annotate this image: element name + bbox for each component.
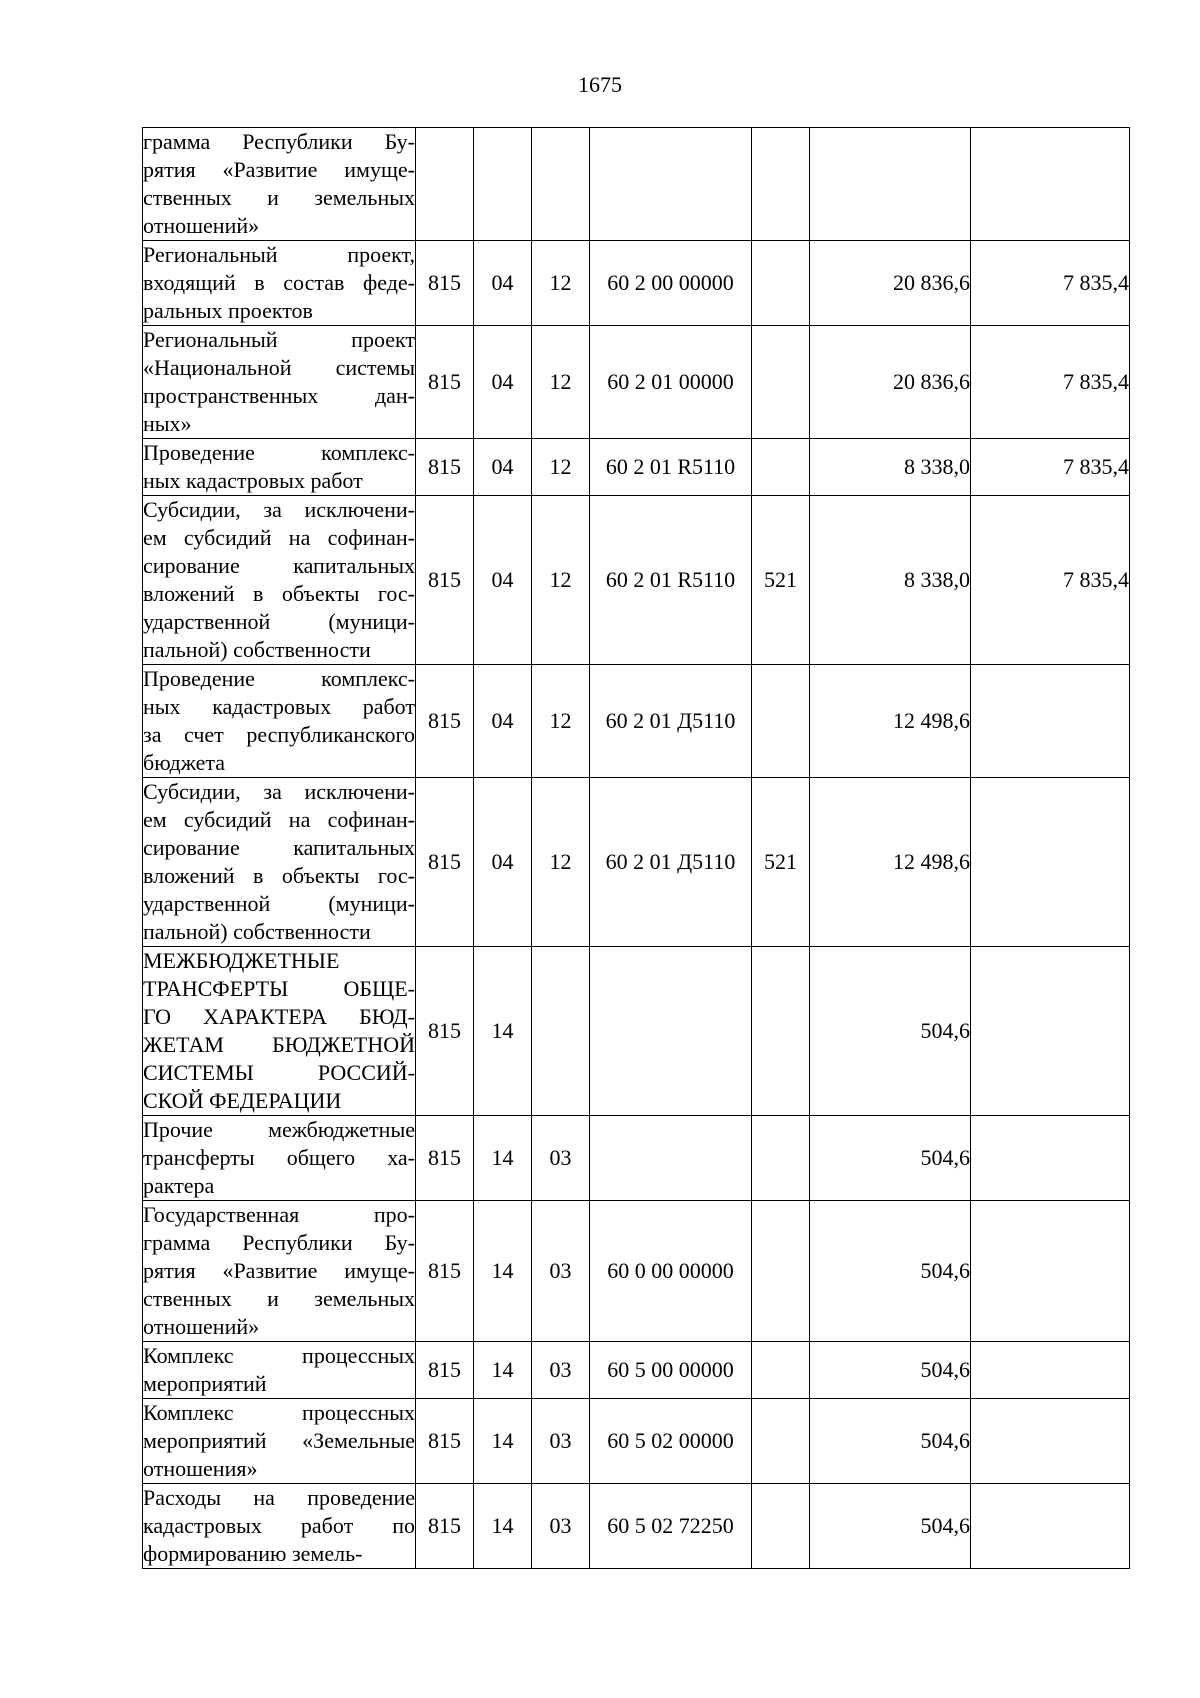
cell-amount-2 [971,1342,1130,1399]
cell-amount-1: 504,6 [810,1484,971,1569]
cell-expense-type [752,1342,810,1399]
cell-grbs: 815 [416,665,474,778]
cell-grbs: 815 [416,1399,474,1484]
name-line: ных» [143,411,192,436]
name-line: ральных проектов [143,298,313,323]
cell-target-article: 60 2 01 R5110 [590,496,752,665]
cell-name [143,439,416,496]
name-line: Субсидии, за исключени- [143,497,415,522]
cell-amount-2 [971,1484,1130,1569]
name-line: ударственной (муници- [143,891,415,916]
cell-expense-type: 521 [752,496,810,665]
cell-grbs: 815 [416,1484,474,1569]
cell-subsection: 12 [532,496,590,665]
name-line: МЕЖБЮДЖЕТНЫЕ [143,948,340,973]
table-row [143,241,1130,326]
name-line: пространственных дан- [143,383,415,408]
cell-amount-2 [971,128,1130,241]
name-line: Государственная про- [143,1202,415,1227]
name-line: мероприятий [143,1371,267,1396]
cell-expense-type [752,1484,810,1569]
cell-name [143,947,416,1116]
cell-grbs: 815 [416,947,474,1116]
cell-section: 04 [474,665,532,778]
name-line: формированию земель- [143,1541,363,1566]
cell-grbs: 815 [416,1116,474,1201]
cell-target-article: 60 5 02 00000 [590,1399,752,1484]
name-line: грамма Республики Бу- [143,129,415,154]
name-line: Субсидии, за исключени- [143,779,415,804]
table-row [143,1201,1130,1342]
cell-expense-type [752,326,810,439]
name-line: рактера [143,1173,215,1198]
cell-amount-1: 20 836,6 [810,241,971,326]
cell-subsection: 12 [532,439,590,496]
cell-subsection: 03 [532,1342,590,1399]
table-row [143,128,1130,241]
cell-name [143,241,416,326]
cell-subsection: 03 [532,1116,590,1201]
table-row [143,1116,1130,1201]
name-line: кадастровых работ по [143,1513,415,1538]
name-line: Комплекс процессных [143,1343,415,1368]
cell-target-article: 60 5 02 72250 [590,1484,752,1569]
cell-section: 14 [474,947,532,1116]
cell-amount-2 [971,665,1130,778]
cell-amount-1: 504,6 [810,1399,971,1484]
cell-amount-1: 504,6 [810,947,971,1116]
cell-subsection: 03 [532,1201,590,1342]
cell-amount-2 [971,1399,1130,1484]
name-line: бюджета [143,750,226,775]
cell-name [143,665,416,778]
cell-name [143,1484,416,1569]
cell-section: 14 [474,1399,532,1484]
cell-amount-2 [971,1116,1130,1201]
budget-table [142,127,1130,1569]
cell-name [143,128,416,241]
cell-target-article: 60 2 01 Д5110 [590,778,752,947]
name-line: Проведение комплекс- [143,666,415,691]
name-line: отношения» [143,1456,258,1481]
cell-expense-type [752,241,810,326]
name-line: сирование капитальных [143,553,415,578]
cell-name [143,1201,416,1342]
name-line: ударственной (муници- [143,609,415,634]
name-line: рятия «Развитие имуще- [143,157,415,182]
table-row [143,947,1130,1116]
cell-target-article: 60 0 00 00000 [590,1201,752,1342]
cell-grbs: 815 [416,439,474,496]
name-line: отношений» [143,1314,260,1339]
cell-grbs [416,128,474,241]
cell-target-article: 60 5 00 00000 [590,1342,752,1399]
cell-subsection: 03 [532,1399,590,1484]
cell-expense-type: 521 [752,778,810,947]
cell-name [143,1342,416,1399]
name-line: Расходы на проведение [143,1485,415,1510]
name-line: отношений» [143,213,260,238]
name-line: «Национальной системы [143,355,415,380]
cell-subsection: 12 [532,326,590,439]
name-line: трансферты общего ха- [143,1145,415,1170]
cell-subsection: 12 [532,665,590,778]
name-line: ем субсидий на софинан- [143,807,415,832]
name-line: Комплекс процессных [143,1400,415,1425]
cell-expense-type [752,947,810,1116]
cell-amount-2: 7 835,4 [971,496,1130,665]
cell-section: 04 [474,439,532,496]
table-body [143,128,1130,1569]
cell-expense-type [752,1201,810,1342]
cell-section [474,128,532,241]
name-line: ственных и земельных [143,1286,415,1311]
name-line: Проведение комплекс- [143,440,415,465]
table-row [143,665,1130,778]
cell-section: 04 [474,241,532,326]
cell-amount-1: 504,6 [810,1116,971,1201]
cell-grbs: 815 [416,778,474,947]
cell-target-article: 60 2 01 00000 [590,326,752,439]
name-line: за счет республиканского [143,722,415,747]
cell-amount-2: 7 835,4 [971,439,1130,496]
cell-target-article [590,128,752,241]
cell-expense-type [752,128,810,241]
cell-section: 14 [474,1484,532,1569]
name-line: пальной) собственности [143,919,371,944]
cell-expense-type [752,1116,810,1201]
name-line: входящий в состав феде- [143,270,415,295]
cell-subsection: 12 [532,778,590,947]
cell-amount-1 [810,128,971,241]
cell-name [143,496,416,665]
cell-section: 04 [474,496,532,665]
cell-name [143,1116,416,1201]
cell-expense-type [752,665,810,778]
cell-amount-2 [971,778,1130,947]
name-line: ных кадастровых работ [143,468,363,493]
name-line: грамма Республики Бу- [143,1230,415,1255]
name-line: мероприятий «Земельные [143,1428,415,1453]
name-line: сирование капитальных [143,835,415,860]
cell-name [143,1399,416,1484]
name-line: вложений в объекты гос- [143,581,415,606]
cell-name [143,778,416,947]
table-row [143,1399,1130,1484]
name-line: Прочие межбюджетные [143,1117,415,1142]
cell-amount-1: 20 836,6 [810,326,971,439]
name-line: ЖЕТАМ БЮДЖЕТНОЙ [143,1032,415,1057]
name-line: вложений в объекты гос- [143,863,415,888]
cell-name [143,326,416,439]
cell-amount-1: 504,6 [810,1342,971,1399]
cell-amount-1: 12 498,6 [810,778,971,947]
cell-amount-1: 12 498,6 [810,665,971,778]
name-line: Региональный проект, [143,242,415,267]
name-line: ГО ХАРАКТЕРА БЮД- [143,1004,415,1029]
cell-target-article: 60 2 01 Д5110 [590,665,752,778]
name-line: СКОЙ ФЕДЕРАЦИИ [143,1088,342,1113]
cell-subsection [532,128,590,241]
cell-amount-1: 504,6 [810,1201,971,1342]
table-row [143,326,1130,439]
cell-grbs: 815 [416,1342,474,1399]
cell-expense-type [752,1399,810,1484]
cell-section: 04 [474,778,532,947]
table-row [143,439,1130,496]
name-line: пальной) собственности [143,637,371,662]
name-line: ственных и земельных [143,185,415,210]
cell-target-article: 60 2 01 R5110 [590,439,752,496]
cell-amount-1: 8 338,0 [810,496,971,665]
cell-grbs: 815 [416,496,474,665]
cell-grbs: 815 [416,326,474,439]
name-line: ТРАНСФЕРТЫ ОБЩЕ- [143,976,415,1001]
name-line: ных кадастровых работ [143,694,415,719]
cell-amount-1: 8 338,0 [810,439,971,496]
name-line: ем субсидий на софинан- [143,525,415,550]
cell-section: 14 [474,1342,532,1399]
table-row [143,496,1130,665]
name-line: Региональный проект [143,327,415,352]
cell-target-article [590,1116,752,1201]
cell-amount-2 [971,947,1130,1116]
cell-subsection: 03 [532,1484,590,1569]
table-row [143,1484,1130,1569]
name-line: СИСТЕМЫ РОССИЙ- [143,1060,415,1085]
table-row [143,778,1130,947]
cell-section: 14 [474,1116,532,1201]
cell-section: 04 [474,326,532,439]
table-row [143,1342,1130,1399]
cell-section: 14 [474,1201,532,1342]
cell-target-article [590,947,752,1116]
cell-amount-2: 7 835,4 [971,326,1130,439]
cell-amount-2 [971,1201,1130,1342]
cell-grbs: 815 [416,1201,474,1342]
cell-expense-type [752,439,810,496]
cell-subsection [532,947,590,1116]
cell-subsection: 12 [532,241,590,326]
page-number: 1675 [578,72,622,97]
cell-target-article: 60 2 00 00000 [590,241,752,326]
cell-amount-2: 7 835,4 [971,241,1130,326]
name-line: рятия «Развитие имуще- [143,1258,415,1283]
cell-grbs: 815 [416,241,474,326]
